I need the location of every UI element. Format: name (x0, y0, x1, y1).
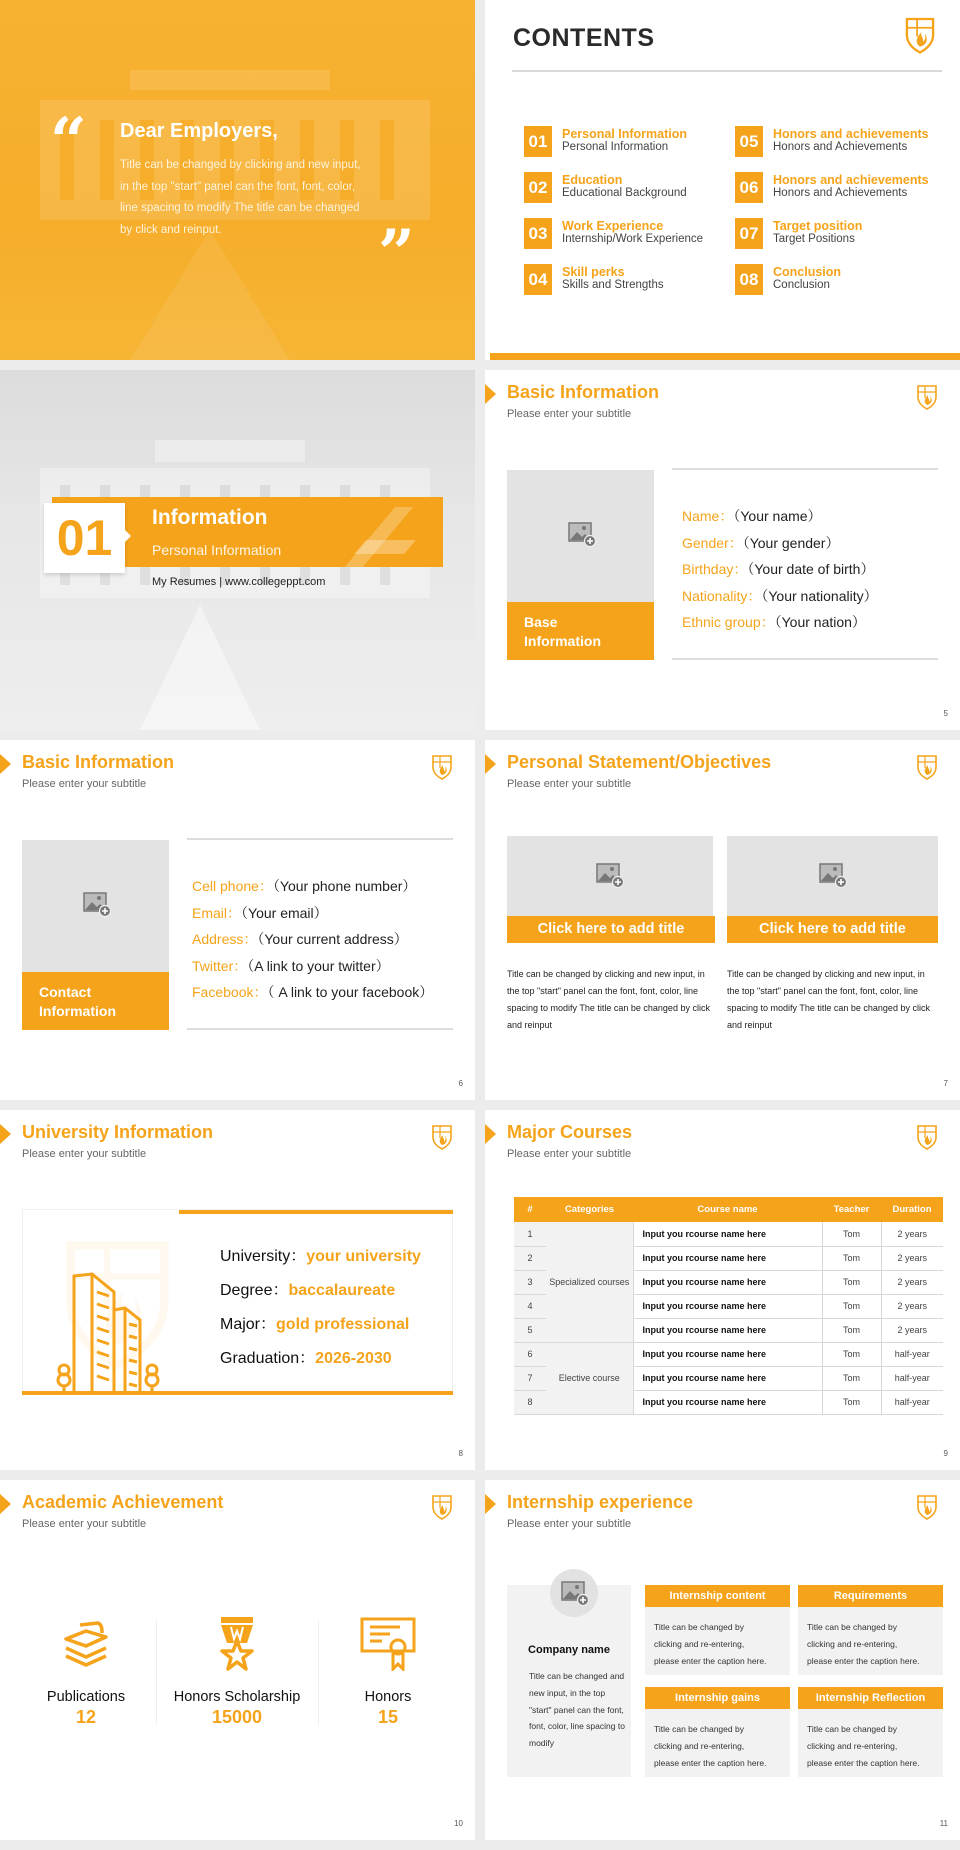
contents-item[interactable] (524, 126, 734, 158)
column-header: Teacher (822, 1197, 881, 1222)
duration-cell[interactable]: 2 years (881, 1270, 943, 1294)
slide-body[interactable]: Title can be changed by clicking and new input, in the top "start" panel can the font, font, color, line spacing to modify The title can be changed by click and reinput. (120, 159, 361, 236)
field-row[interactable] (220, 1240, 421, 1274)
contents-item[interactable] (524, 218, 734, 250)
card-line: clicking and re-entering, (807, 1740, 898, 1751)
item-heading: Education (562, 173, 623, 187)
shield-logo-icon (916, 1494, 938, 1520)
item-number: 06 (735, 172, 763, 203)
field-row[interactable] (220, 1308, 421, 1342)
course-name-cell[interactable]: Input you rcourse name here (633, 1270, 822, 1294)
shield-logo-icon (431, 1124, 453, 1150)
accent-bar (22, 1391, 453, 1395)
field-row[interactable] (192, 979, 433, 1006)
achievement-item[interactable] (11, 1615, 161, 1728)
course-name-cell[interactable]: Input you rcourse name here (633, 1366, 822, 1390)
add-image-icon[interactable] (819, 863, 847, 889)
field-list (682, 503, 878, 636)
slide-title[interactable]: Personal Statement/Objectives (507, 752, 772, 772)
card-line: please enter the caption here. (807, 1655, 920, 1666)
photo-placeholder[interactable] (22, 840, 169, 1030)
item-description: Internship/Work Experience (562, 233, 704, 245)
field-value: your university (306, 1248, 421, 1265)
photo-placeholder[interactable] (507, 470, 654, 660)
card-line: please enter the caption here. (807, 1757, 920, 1768)
field-value: 2026-2030 (315, 1350, 392, 1367)
page-number: 7 (943, 1079, 948, 1088)
achievement-value: 15 (377, 1707, 399, 1727)
slide-major-courses (485, 1110, 960, 1470)
header-arrow-icon (485, 384, 496, 404)
item-number: 08 (735, 264, 763, 295)
contents-item[interactable] (524, 264, 734, 296)
walkway-shape (130, 230, 290, 360)
course-name-cell[interactable]: Input you rcourse name here (633, 1294, 822, 1318)
teacher-cell[interactable]: Tom (822, 1366, 881, 1390)
duration-cell[interactable]: half-year (881, 1390, 943, 1414)
achievement-label: Honors Scholarship (173, 1689, 301, 1705)
contents-item[interactable] (735, 218, 945, 250)
add-image-icon[interactable] (568, 522, 596, 548)
course-name-cell[interactable]: Input you rcourse name here (633, 1318, 822, 1342)
teacher-cell[interactable]: Tom (822, 1222, 881, 1246)
field-row[interactable] (192, 926, 433, 953)
slide-title[interactable]: Dear Employers, (120, 120, 278, 142)
open-quote-icon: “ (50, 104, 87, 179)
row-number: 3 (514, 1270, 546, 1294)
contents-item[interactable] (735, 126, 945, 158)
course-name-cell[interactable]: Input you rcourse name here (633, 1222, 822, 1246)
card-heading: Internship gains (645, 1687, 790, 1709)
teacher-cell[interactable]: Tom (822, 1390, 881, 1414)
page-number: 11 (939, 1819, 948, 1828)
item-heading: Honors and achievements (773, 127, 929, 141)
table-header-row (514, 1197, 943, 1222)
section-footer: My Resumes | www.collegeppt.com (152, 576, 326, 588)
field-row[interactable] (682, 530, 878, 557)
row-number: 6 (514, 1342, 546, 1366)
slide-internship-experience (485, 1480, 960, 1840)
card-line: clicking and re-entering, (807, 1638, 898, 1649)
stacked-papers-icon (58, 1615, 114, 1671)
slide-title[interactable]: Basic Information (507, 382, 660, 402)
course-name-cell[interactable]: Input you rcourse name here (633, 1342, 822, 1366)
card-label-line: Information (524, 633, 601, 649)
item-description: Skills and Strengths (562, 279, 664, 291)
buildings-icon (52, 1262, 172, 1392)
duration-cell[interactable]: 2 years (881, 1318, 943, 1342)
add-image-icon[interactable] (561, 1581, 589, 1607)
slide-subtitle[interactable]: Please enter your subtitle (507, 408, 632, 420)
item-number: 05 (735, 126, 763, 157)
statement-body[interactable]: Title can be changed by clicking and new input, in the top "start" panel can the font, font, color, line spacing to modify The title can be changed by click and reinput (727, 969, 930, 1030)
card-label (22, 972, 169, 1030)
item-number: 02 (524, 172, 552, 203)
achievement-item[interactable] (313, 1615, 463, 1728)
item-description: Honors and Achievements (773, 141, 908, 153)
duration-cell[interactable]: half-year (881, 1342, 943, 1366)
field-label: Nationality： (682, 587, 762, 604)
slide-contents (485, 0, 960, 360)
card-line: Title can be changed by (807, 1622, 897, 1632)
card-body (807, 1619, 919, 1669)
slide-subtitle[interactable]: Please enter your subtitle (507, 1518, 632, 1530)
column-header: Categories (546, 1197, 633, 1222)
slide-academic-achievement (0, 1480, 475, 1840)
table-row (514, 1222, 943, 1246)
accent-bar (490, 353, 960, 360)
page-number: 9 (943, 1449, 948, 1458)
field-value: （Your gender） (742, 534, 840, 551)
field-list (192, 873, 433, 1006)
achievement-label: Honors (364, 1689, 412, 1705)
page-number: 5 (943, 709, 948, 718)
card-line: Title can be changed by (654, 1724, 744, 1734)
card-line: please enter the caption here. (654, 1757, 767, 1768)
field-row[interactable] (682, 556, 878, 583)
achievement-value: 12 (75, 1707, 97, 1727)
achievement-item[interactable] (162, 1615, 312, 1728)
header-arrow-icon (485, 1124, 496, 1144)
slide-contact-information (0, 740, 475, 1100)
shield-logo-icon (916, 1124, 938, 1150)
card-body (654, 1619, 766, 1669)
field-row[interactable] (682, 503, 878, 530)
field-label: Major： (220, 1316, 277, 1333)
slide-personal-statement (485, 740, 960, 1100)
item-heading: Skill perks (562, 265, 625, 279)
internship-card[interactable] (645, 1585, 790, 1675)
field-row[interactable] (682, 583, 878, 610)
field-label: Twitter： (192, 957, 248, 974)
header-arrow-icon (0, 754, 11, 774)
add-title-button[interactable]: Click here to add title (727, 916, 938, 943)
contents-title[interactable]: CONTENTS (513, 24, 655, 52)
field-value: （Your date of birth） (747, 561, 875, 577)
photo-placeholder[interactable] (727, 836, 938, 916)
slide-subtitle[interactable]: Please enter your subtitle (507, 778, 632, 790)
item-number: 01 (524, 126, 552, 157)
item-heading: Target position (773, 219, 863, 233)
course-name-cell[interactable]: Input you rcourse name here (633, 1390, 822, 1414)
courses-table (514, 1197, 943, 1415)
header-arrow-icon (0, 1124, 11, 1144)
item-heading: Personal Information (562, 127, 688, 141)
course-name-cell[interactable]: Input you rcourse name here (633, 1246, 822, 1270)
card-line: Title can be changed by (807, 1724, 897, 1734)
category-cell[interactable]: Specialized courses (546, 1222, 633, 1342)
card-line: clicking and re-entering, (654, 1740, 745, 1751)
achievement-value: 15000 (211, 1707, 263, 1727)
slide-title[interactable]: Internship experience (507, 1492, 694, 1512)
slide-title[interactable]: University Information (22, 1122, 214, 1142)
accent-bar (179, 1210, 453, 1214)
internship-card[interactable] (645, 1687, 790, 1777)
contents-item[interactable] (524, 172, 734, 204)
contents-item[interactable] (735, 264, 945, 296)
item-number: 03 (524, 218, 552, 249)
header-arrow-icon (485, 754, 496, 774)
column-header: Duration (881, 1197, 943, 1222)
field-row[interactable] (220, 1342, 421, 1376)
shield-logo-icon (431, 754, 453, 780)
teacher-cell[interactable]: Tom (822, 1294, 881, 1318)
card-label-line: Contact (39, 984, 92, 1000)
item-description: Personal Information (562, 141, 669, 153)
slide-subtitle[interactable]: Please enter your subtitle (22, 1518, 147, 1530)
achievement-label: Publications (46, 1689, 126, 1705)
section-title[interactable]: Information (152, 506, 268, 529)
shield-logo-icon (916, 384, 938, 410)
photo-placeholder[interactable] (507, 836, 713, 916)
contents-item[interactable] (735, 172, 945, 204)
internship-card[interactable] (798, 1687, 943, 1777)
item-number: 04 (524, 264, 552, 295)
card-label-line: Base (524, 614, 558, 630)
card-line: clicking and re-entering, (654, 1638, 745, 1649)
slide-university-information (0, 1110, 475, 1470)
divider (187, 838, 453, 840)
row-number: 8 (514, 1390, 546, 1414)
company-name[interactable]: Company name (528, 1644, 610, 1656)
duration-cell[interactable]: 2 years (881, 1246, 943, 1270)
table-row (514, 1342, 943, 1366)
section-number-box (44, 503, 125, 573)
field-label: Degree： (220, 1282, 289, 1299)
item-description: Target Positions (773, 233, 855, 245)
field-row[interactable] (220, 1274, 421, 1308)
row-number: 4 (514, 1294, 546, 1318)
teacher-cell[interactable]: Tom (822, 1342, 881, 1366)
divider (187, 1028, 453, 1030)
section-number: 01 (56, 510, 113, 566)
add-image-icon[interactable] (83, 892, 111, 918)
slide-title[interactable]: Major Courses (507, 1122, 633, 1142)
field-label: Ethnic group： (682, 614, 775, 630)
item-description: Conclusion (773, 279, 830, 291)
field-label: University： (220, 1248, 307, 1265)
card-line: please enter the caption here. (654, 1655, 767, 1666)
field-label: Cell phone： (192, 878, 273, 894)
field-row[interactable] (192, 900, 433, 927)
field-value: （Your current address） (257, 931, 408, 947)
card-label (507, 602, 654, 660)
category-cell[interactable]: Elective course (546, 1342, 633, 1414)
item-heading: Work Experience (562, 219, 664, 233)
field-label: Name： (682, 508, 734, 524)
header-arrow-icon (0, 1494, 11, 1514)
internship-card[interactable] (798, 1585, 943, 1675)
slide-title[interactable]: Academic Achievement (22, 1492, 224, 1512)
page-number: 6 (458, 1079, 463, 1088)
shield-logo-icon (904, 16, 936, 54)
field-row[interactable] (682, 609, 878, 636)
field-label: Facebook： (192, 984, 268, 1000)
field-label: Birthday： (682, 561, 748, 577)
shield-logo-icon (431, 1494, 453, 1520)
field-value: （Your name） (733, 508, 822, 524)
slide-subtitle[interactable]: Please enter your subtitle (507, 1148, 632, 1160)
slide-title[interactable]: Basic Information (22, 752, 175, 772)
divider (156, 1620, 157, 1725)
slide-subtitle[interactable]: Please enter your subtitle (22, 778, 147, 790)
slide-section-divider (0, 370, 475, 730)
item-heading: Honors and achievements (773, 173, 929, 187)
row-number: 1 (514, 1222, 546, 1246)
medal-star-icon (209, 1615, 265, 1671)
section-subtitle[interactable]: Personal Information (152, 542, 282, 558)
card-body (654, 1721, 766, 1771)
row-number: 7 (514, 1366, 546, 1390)
walkway-shape (140, 605, 260, 730)
column-header: Course name (633, 1197, 822, 1222)
header-arrow-icon (485, 1494, 496, 1514)
divider (672, 658, 938, 660)
teacher-cell[interactable]: Tom (822, 1246, 881, 1270)
field-row[interactable] (192, 873, 433, 900)
field-value: gold professional (276, 1316, 410, 1333)
teacher-cell[interactable]: Tom (822, 1270, 881, 1294)
card-heading: Internship Reflection (798, 1687, 943, 1709)
university-fields (220, 1240, 421, 1376)
field-value: （ A link to your facebook） (267, 984, 434, 1000)
field-value: （Your nationality） (761, 587, 878, 604)
duration-cell[interactable]: 2 years (881, 1294, 943, 1318)
slide-cover-letter (0, 0, 475, 360)
item-description: Educational Background (562, 187, 687, 199)
column-header: # (514, 1197, 546, 1222)
shield-logo-icon (916, 754, 938, 780)
field-value: （Your email） (241, 904, 328, 921)
card-line: Title can be changed by (654, 1622, 744, 1632)
card-heading: Internship content (645, 1585, 790, 1607)
field-label: Address： (192, 931, 258, 947)
teacher-cell[interactable]: Tom (822, 1318, 881, 1342)
duration-cell[interactable]: 2 years (881, 1222, 943, 1246)
row-number: 2 (514, 1246, 546, 1270)
close-quote-icon: ” (378, 216, 415, 291)
item-description: Honors and Achievements (773, 187, 908, 199)
page-number: 8 (458, 1449, 463, 1458)
duration-cell[interactable]: half-year (881, 1366, 943, 1390)
add-image-icon[interactable] (596, 863, 624, 889)
row-number: 5 (514, 1318, 546, 1342)
field-label: Graduation： (220, 1350, 316, 1367)
page-number: 10 (454, 1819, 463, 1828)
field-value: baccalaureate (288, 1282, 396, 1299)
certificate-icon (360, 1615, 416, 1671)
field-label: Email： (192, 904, 242, 921)
field-value: （Your phone number） (272, 878, 417, 894)
company-description[interactable]: Title can be changed and new input, in the top "start" panel can the font, font, color, line spacing to modify (529, 1671, 625, 1749)
item-heading: Conclusion (773, 265, 842, 279)
card-label-line: Information (39, 1003, 116, 1019)
slide-basic-information (485, 370, 960, 730)
add-title-button[interactable]: Click here to add title (507, 916, 715, 943)
statement-body[interactable]: Title can be changed by clicking and new input, in the top "start" panel can the font, font, color, line spacing to modify The title can be changed by click and reinput (507, 969, 710, 1030)
divider (672, 468, 938, 470)
slide-subtitle[interactable]: Please enter your subtitle (22, 1148, 147, 1160)
field-value: （A link to your twitter） (247, 957, 390, 974)
company-logo-placeholder[interactable] (550, 1569, 598, 1617)
field-value: （Your nation） (774, 614, 866, 630)
card-heading: Requirements (798, 1585, 943, 1607)
divider (512, 70, 942, 72)
field-label: Gender： (682, 534, 743, 551)
card-body (807, 1721, 919, 1771)
field-row[interactable] (192, 953, 433, 980)
notch-arrow (125, 530, 131, 542)
item-number: 07 (735, 218, 763, 249)
